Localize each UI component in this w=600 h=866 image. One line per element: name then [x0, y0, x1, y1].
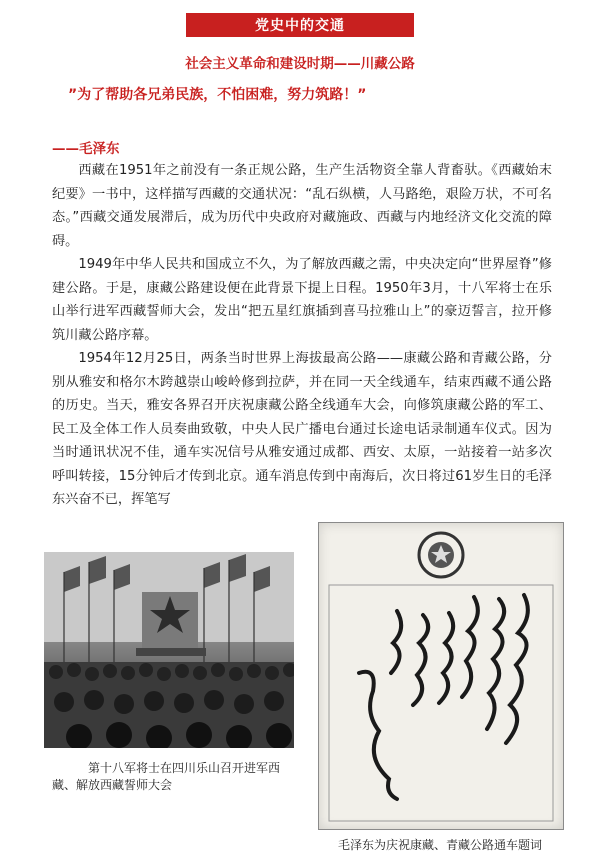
calligraphy-inscription	[319, 523, 563, 829]
quote-text: ”为了帮助各兄弟民族，不怕困难，努力筑路！”	[68, 87, 367, 103]
national-emblem-icon	[419, 533, 463, 577]
inscription-photo	[318, 522, 564, 830]
rally-caption-line-1: 第十八军将士在四川乐山召开进军西	[88, 761, 281, 775]
article-subtitle: 社会主义革命和建设时期——川藏公路	[185, 56, 415, 72]
section-title: 党史中的交通	[186, 13, 414, 37]
inscription-caption: 毛泽东为庆祝康藏、青藏公路通车题词	[337, 838, 542, 852]
paragraph-1: 西藏在1951年之前没有一条正规公路，生产生活物资全靠人背畜驮。《西藏始末纪要》一书中，这样描写西藏的交通状况：“乱石纵横，人马路绝，艰险万状，不可名态。”西藏交通发展滞后，成为历代中央政府对藏施政、西藏与内地经济文化交流的障碍。	[52, 163, 552, 249]
rally-photo	[44, 552, 294, 748]
paragraph-2: 1949年中华人民共和国成立不久，为了解放西藏之需，中央决定向“世界屋脊”修建公路。于是，康藏公路建设便在此背景下提上日程。1950年3月，十八军将士在乐山举行进军西藏誓师大会，发出“把五星红旗插到喜马拉雅山上”的豪迈誓言，拉开修筑川藏公路序幕。	[52, 257, 552, 343]
article-body	[52, 159, 552, 512]
rally-photo-caption	[52, 760, 300, 794]
quote-author: ——毛泽东	[52, 141, 120, 157]
paragraph-3: 1954年12月25日，两条当时世界上海拔最高公路——康藏公路和青藏公路，分别从雅安和格尔木跨越崇山峻岭修到拉萨，并在同一天全线通车，结束西藏不通公路的历史。当天，雅安各界召开庆祝康藏公路全线通车大会，向修筑康藏公路的军工、民工及全体工作人员奏曲致敬，中央人民广播电台通过长途电话录制通车仪式。因为当时通讯状况不佳，通车实况信号从雅安通过成都、西安、太原，一站接着一站多次呼叫转接，15分钟后才传到北京。通车消息传到中南海后，次日将过61岁生日的毛泽东兴奋不已，挥笔写	[52, 351, 552, 507]
rally-caption-line-2: 藏、解放西藏誓师大会	[52, 778, 173, 792]
